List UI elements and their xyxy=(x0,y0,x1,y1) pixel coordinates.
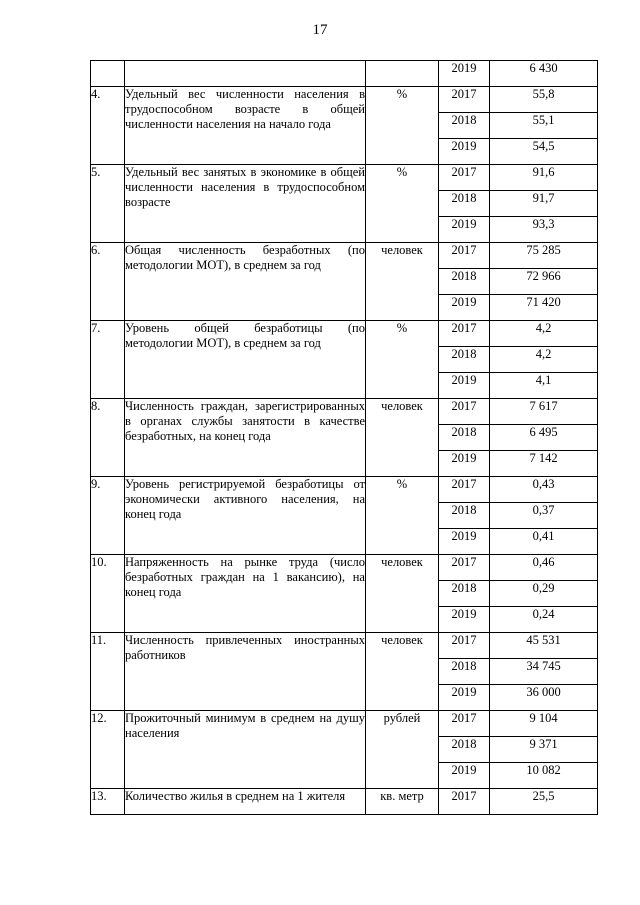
indicator-name-cell: Численность граждан, зарегистрированных в органах службы занятости в качестве безработных, на конец года xyxy=(125,399,366,477)
value-cell: 55,8 xyxy=(490,87,598,113)
value-cell: 91,6 xyxy=(490,165,598,191)
row-number-cell: 12. xyxy=(91,711,125,789)
value-cell: 0,41 xyxy=(490,529,598,555)
year-cell: 2017 xyxy=(439,399,490,425)
value-cell: 93,3 xyxy=(490,217,598,243)
year-cell: 2017 xyxy=(439,633,490,659)
year-cell: 2018 xyxy=(439,347,490,373)
year-cell: 2018 xyxy=(439,269,490,295)
value-cell: 4,1 xyxy=(490,373,598,399)
value-cell: 34 745 xyxy=(490,659,598,685)
indicators-table xyxy=(90,60,598,815)
year-cell: 2019 xyxy=(439,763,490,789)
row-number-cell: 9. xyxy=(91,477,125,555)
year-cell: 2017 xyxy=(439,711,490,737)
row-number-cell: 10. xyxy=(91,555,125,633)
value-cell: 71 420 xyxy=(490,295,598,321)
unit-cell: % xyxy=(366,165,439,243)
value-cell: 36 000 xyxy=(490,685,598,711)
year-cell: 2019 xyxy=(439,607,490,633)
unit-cell: человек xyxy=(366,633,439,711)
value-cell: 45 531 xyxy=(490,633,598,659)
table-row xyxy=(91,711,598,737)
year-cell: 2017 xyxy=(439,165,490,191)
year-cell: 2017 xyxy=(439,477,490,503)
row-number-cell: 7. xyxy=(91,321,125,399)
table-row xyxy=(91,555,598,581)
table-row xyxy=(91,477,598,503)
value-cell: 9 371 xyxy=(490,737,598,763)
value-cell: 0,24 xyxy=(490,607,598,633)
row-number-cell: 11. xyxy=(91,633,125,711)
indicator-name-cell: Уровень регистрируемой безработицы от экономически активного населения, на конец года xyxy=(125,477,366,555)
table-row xyxy=(91,243,598,269)
year-cell: 2018 xyxy=(439,113,490,139)
row-number-cell: 4. xyxy=(91,87,125,165)
indicator-name-cell: Удельный вес занятых в экономике в общей численности населения в трудоспособном возрасте xyxy=(125,165,366,243)
value-cell: 75 285 xyxy=(490,243,598,269)
indicator-name-cell: Прожиточный минимум в среднем на душу населения xyxy=(125,711,366,789)
year-cell: 2019 xyxy=(439,295,490,321)
unit-cell: % xyxy=(366,321,439,399)
value-cell: 0,46 xyxy=(490,555,598,581)
table-row xyxy=(91,165,598,191)
value-cell: 7 142 xyxy=(490,451,598,477)
row-number-cell xyxy=(91,61,125,87)
year-cell: 2019 xyxy=(439,685,490,711)
indicators-table-body xyxy=(91,61,598,815)
value-cell: 9 104 xyxy=(490,711,598,737)
value-cell: 4,2 xyxy=(490,321,598,347)
year-cell: 2019 xyxy=(439,373,490,399)
value-cell: 25,5 xyxy=(490,789,598,815)
unit-cell: рублей xyxy=(366,711,439,789)
page-number: 17 xyxy=(312,22,328,38)
unit-cell: кв. метр xyxy=(366,789,439,815)
unit-cell: человек xyxy=(366,399,439,477)
row-number-cell: 13. xyxy=(91,789,125,815)
year-cell: 2018 xyxy=(439,191,490,217)
value-cell: 54,5 xyxy=(490,139,598,165)
year-cell: 2019 xyxy=(439,529,490,555)
value-cell: 6 430 xyxy=(490,61,598,87)
row-number-cell: 6. xyxy=(91,243,125,321)
unit-cell: % xyxy=(366,477,439,555)
unit-cell: человек xyxy=(366,243,439,321)
table-row xyxy=(91,633,598,659)
value-cell: 10 082 xyxy=(490,763,598,789)
continuation-row xyxy=(91,61,598,87)
year-cell: 2019 xyxy=(439,217,490,243)
indicator-name-cell: Количество жилья в среднем на 1 жителя xyxy=(125,789,366,815)
unit-cell: % xyxy=(366,87,439,165)
year-cell: 2018 xyxy=(439,425,490,451)
table-row xyxy=(91,399,598,425)
table-row xyxy=(91,789,598,815)
year-cell: 2019 xyxy=(439,61,490,87)
year-cell: 2019 xyxy=(439,139,490,165)
year-cell: 2019 xyxy=(439,451,490,477)
value-cell: 0,29 xyxy=(490,581,598,607)
value-cell: 0,37 xyxy=(490,503,598,529)
year-cell: 2018 xyxy=(439,659,490,685)
unit-cell xyxy=(366,61,439,87)
year-cell: 2017 xyxy=(439,555,490,581)
value-cell: 0,43 xyxy=(490,477,598,503)
year-cell: 2017 xyxy=(439,789,490,815)
value-cell: 91,7 xyxy=(490,191,598,217)
value-cell: 55,1 xyxy=(490,113,598,139)
value-cell: 7 617 xyxy=(490,399,598,425)
year-cell: 2017 xyxy=(439,87,490,113)
indicator-name-cell: Численность привлеченных иностранных работников xyxy=(125,633,366,711)
row-number-cell: 5. xyxy=(91,165,125,243)
value-cell: 72 966 xyxy=(490,269,598,295)
value-cell: 6 495 xyxy=(490,425,598,451)
year-cell: 2017 xyxy=(439,243,490,269)
year-cell: 2018 xyxy=(439,503,490,529)
year-cell: 2017 xyxy=(439,321,490,347)
table-row xyxy=(91,87,598,113)
year-cell: 2018 xyxy=(439,581,490,607)
indicator-name-cell: Уровень общей безработицы (по методологии МОТ), в среднем за год xyxy=(125,321,366,399)
unit-cell: человек xyxy=(366,555,439,633)
indicator-name-cell: Общая численность безработных (по методологии МОТ), в среднем за год xyxy=(125,243,366,321)
indicator-name-cell: Удельный вес численности населения в трудоспособном возрасте в общей численности населения на начало года xyxy=(125,87,366,165)
row-number-cell: 8. xyxy=(91,399,125,477)
year-cell: 2018 xyxy=(439,737,490,763)
indicator-name-cell: Напряженность на рынке труда (число безработных граждан на 1 вакансию), на конец года xyxy=(125,555,366,633)
value-cell: 4,2 xyxy=(490,347,598,373)
indicator-name-cell xyxy=(125,61,366,87)
table-row xyxy=(91,321,598,347)
